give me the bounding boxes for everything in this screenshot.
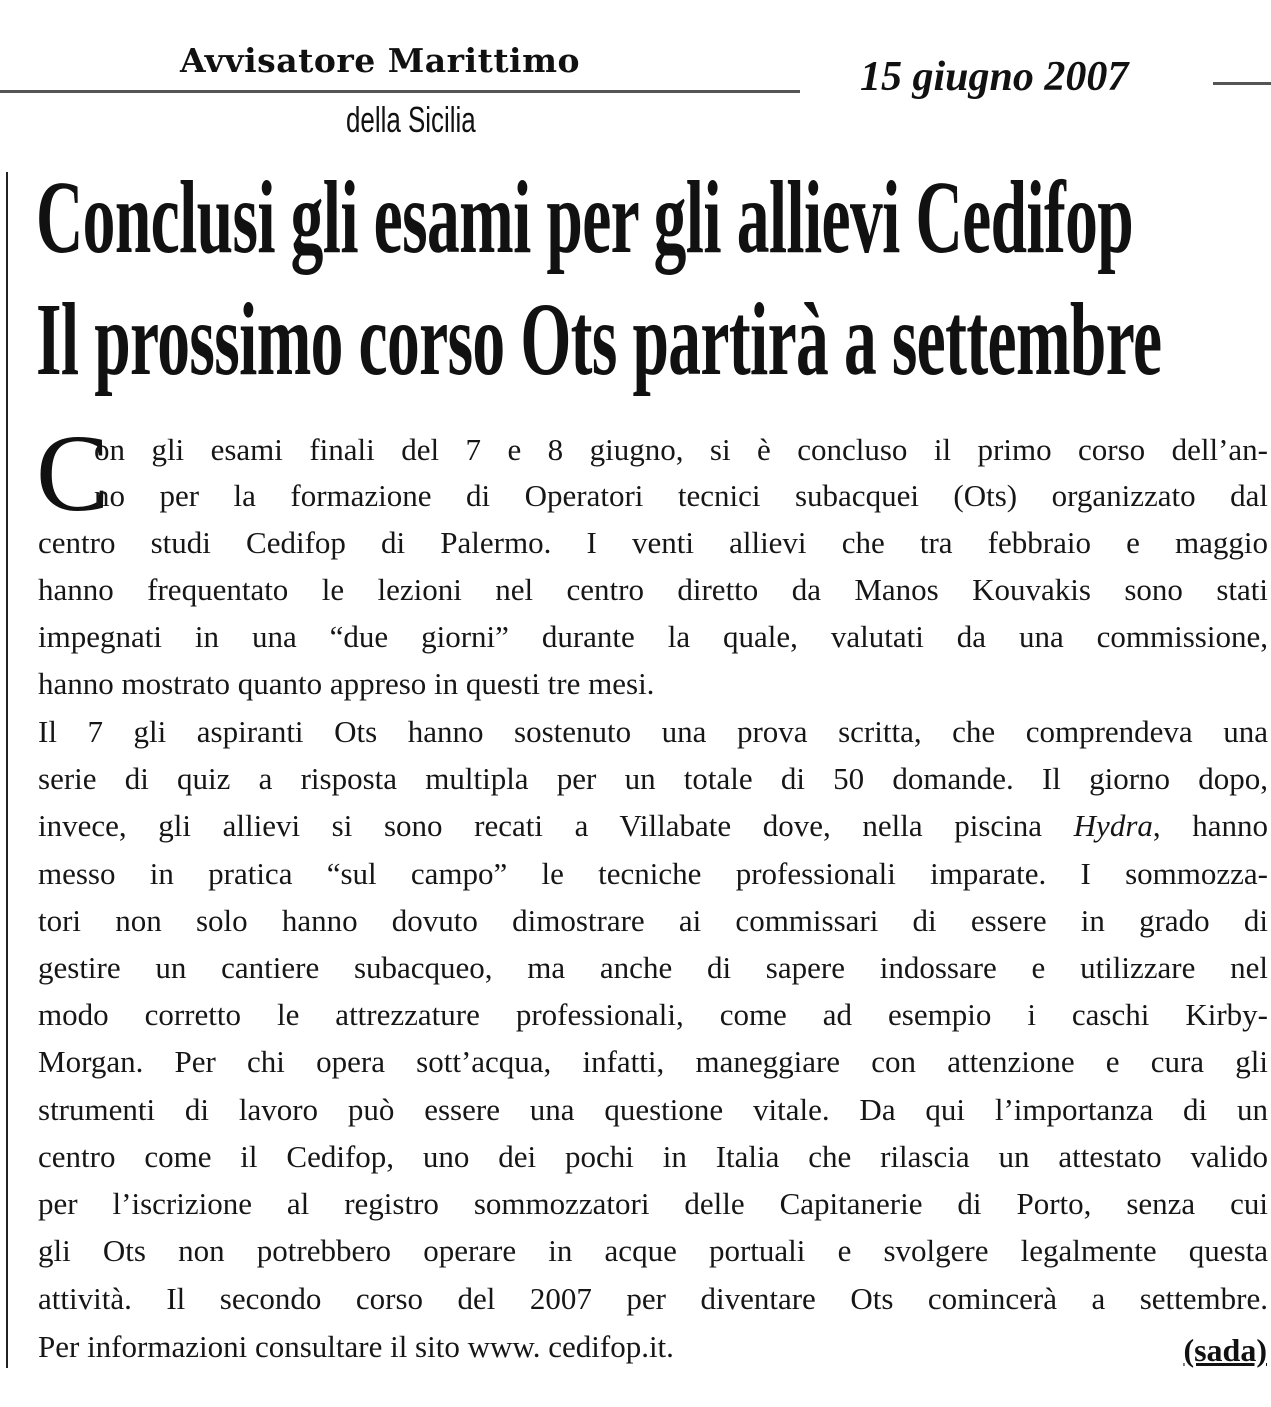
article-line: Morgan. Per chi opera sott’acqua, infatti, maneggiare con attenzione e cura gli xyxy=(38,1044,1268,1079)
article-line: serie di quiz a risposta multipla per un totale di 50 domande. Il giorno dopo, xyxy=(38,761,1268,796)
article-line: Il 7 gli aspiranti Ots hanno sostenuto una prova scritta, che comprendeva una xyxy=(38,714,1268,749)
publication-name: Avvisatore Marittimo xyxy=(180,41,581,80)
article-line: gli Ots non potrebbero operare in acque portuali e svolgere legalmente questa xyxy=(38,1233,1268,1268)
article-line-text: , hanno xyxy=(1152,808,1269,843)
article-line: modo corretto le attrezzature professionali, come ad esempio i caschi Kirby- xyxy=(38,997,1268,1032)
article-line: strumenti di lavoro può essere una questione vitale. Da qui l’importanza di un xyxy=(38,1092,1268,1127)
headline-line-1: Conclusi gli esami per gli allievi Cedifop xyxy=(36,160,1134,275)
pool-name: Hydra xyxy=(1073,808,1153,843)
column-rule xyxy=(6,172,8,1368)
article-line: on gli esami finali del 7 e 8 giugno, si è concluso il primo corso dell’an- xyxy=(94,432,1268,467)
article-line: impegnati in una “due giorni” durante la quale, valutati da una commissione, xyxy=(38,619,1268,654)
masthead-rule xyxy=(0,90,800,93)
drop-cap: C xyxy=(36,412,110,534)
masthead-rule-right xyxy=(1213,82,1271,85)
byline: (sada) xyxy=(1183,1332,1267,1368)
article-line: tori non solo hanno dovuto dimostrare ai commissari di essere in grado di xyxy=(38,903,1268,938)
article-line: centro studi Cedifop di Palermo. I venti allievi che tra febbraio e maggio xyxy=(38,525,1268,560)
headline-line-2: Il prossimo corso Ots partirà a settembre xyxy=(36,282,1162,397)
article-line: messo in pratica “sul campo” le tecniche professionali imparate. I sommozza- xyxy=(38,856,1268,891)
article-line: attività. Il secondo corso del 2007 per diventare Ots comincerà a settembre. xyxy=(38,1281,1268,1316)
article-line: hanno frequentato le lezioni nel centro diretto da Manos Kouvakis sono stati xyxy=(38,572,1268,607)
article-line: gestire un cantiere subacqueo, ma anche di sapere indossare e utilizzare nel xyxy=(38,950,1268,985)
article-line: centro come il Cedifop, uno dei pochi in Italia che rilascia un attestato valido xyxy=(38,1139,1268,1174)
article-line xyxy=(38,810,1268,841)
publication-subtitle: della Sicilia xyxy=(346,99,476,140)
article-line-text: invece, gli allievi si sono recati a Villabate dove, nella piscina xyxy=(38,808,1043,843)
issue-date: 15 giugno 2007 xyxy=(860,54,1129,100)
article-line: hanno mostrato quanto appreso in questi tre mesi. xyxy=(38,666,655,701)
article-line: per l’iscrizione al registro sommozzatori delle Capitanerie di Porto, senza cui xyxy=(38,1186,1268,1221)
article-line: no per la formazione di Operatori tecnici subacquei (Ots) organizzato dal xyxy=(94,478,1268,513)
article-line: Per informazioni consultare il sito www. cedifop.it. xyxy=(38,1329,674,1364)
